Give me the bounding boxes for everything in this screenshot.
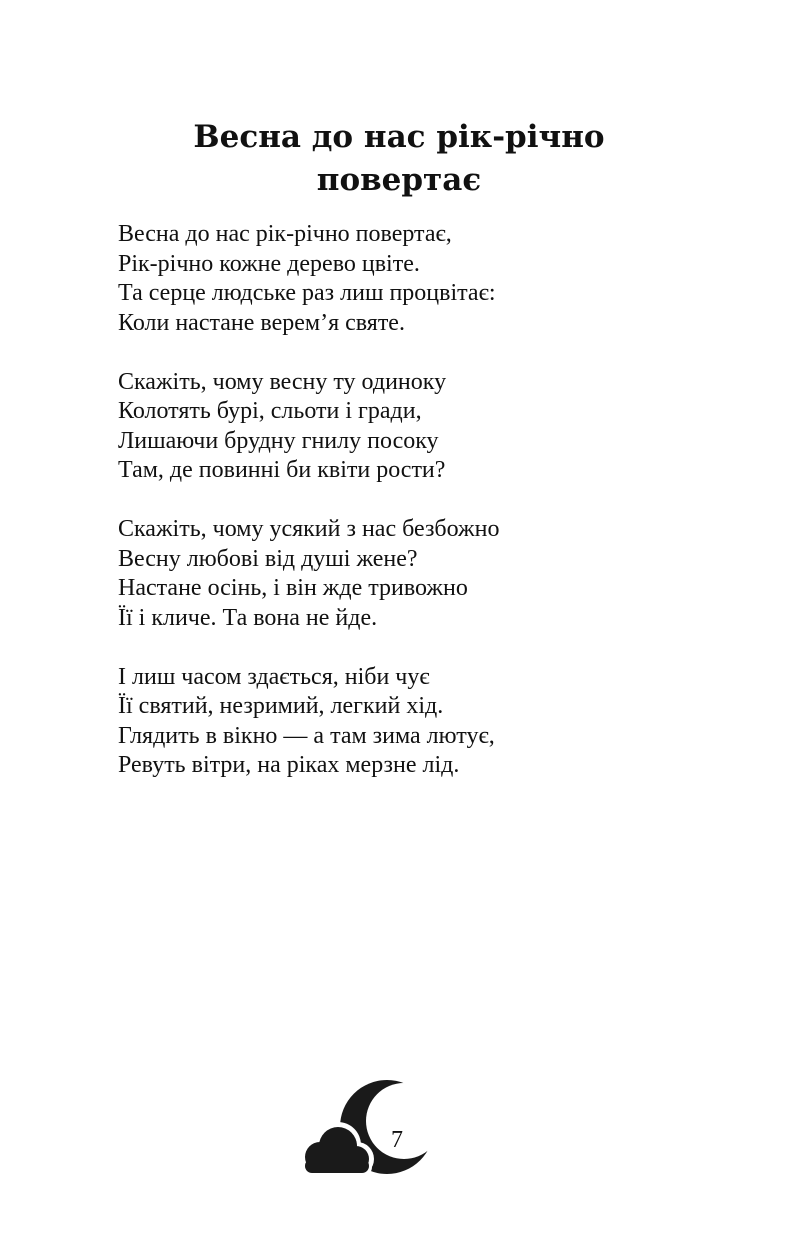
moon-cloud-icon bbox=[300, 1075, 440, 1180]
poem-title-line-2: повертає bbox=[316, 162, 482, 198]
poem-line: Скажіть, чому весну ту одиноку bbox=[118, 368, 447, 395]
poem-line: Весну любові від душі жене? bbox=[118, 545, 418, 572]
poem-line: Її і кличе. Та вона не йде. bbox=[118, 604, 378, 631]
poem-line: Рік-річно кожне дерево цвіте. bbox=[118, 250, 420, 277]
stanza-3 bbox=[118, 515, 738, 633]
page-footer bbox=[300, 1075, 440, 1180]
stanza-2 bbox=[118, 368, 738, 486]
poem-line: Коли настане верем’я святе. bbox=[118, 309, 405, 336]
poem-line: Її святий, незримий, легкий хід. bbox=[118, 693, 444, 719]
poem-line: Лишаючи брудну гнилу посоку bbox=[118, 427, 439, 454]
poem-line: Настане осінь, і він жде тривожно bbox=[118, 575, 468, 601]
page-number: 7 bbox=[391, 1127, 403, 1153]
poem-title bbox=[0, 116, 798, 202]
poem-line: Скажіть, чому усякий з нас безбожно bbox=[118, 516, 500, 542]
poem-line: Весна до нас рік-річно повертає, bbox=[118, 221, 452, 247]
poem-line: Глядить в вікно — а там зима лютує, bbox=[118, 722, 495, 749]
stanza-1 bbox=[118, 220, 738, 338]
poem-line: Ревуть вітри, на ріках мерзне лід. bbox=[118, 752, 460, 778]
poem-line: Колотять бурі, сльоти і гради, bbox=[118, 398, 422, 424]
poem-title-line-1: Весна до нас рік-річно bbox=[193, 119, 605, 155]
poem-line: Та серце людське раз лиш процвітає: bbox=[118, 280, 496, 306]
stanza-4 bbox=[118, 663, 738, 781]
poem-line: І лиш часом здається, ніби чує bbox=[118, 663, 430, 690]
poem-line: Там, де повинні би квіти рости? bbox=[118, 457, 446, 483]
poem-body bbox=[118, 220, 738, 810]
